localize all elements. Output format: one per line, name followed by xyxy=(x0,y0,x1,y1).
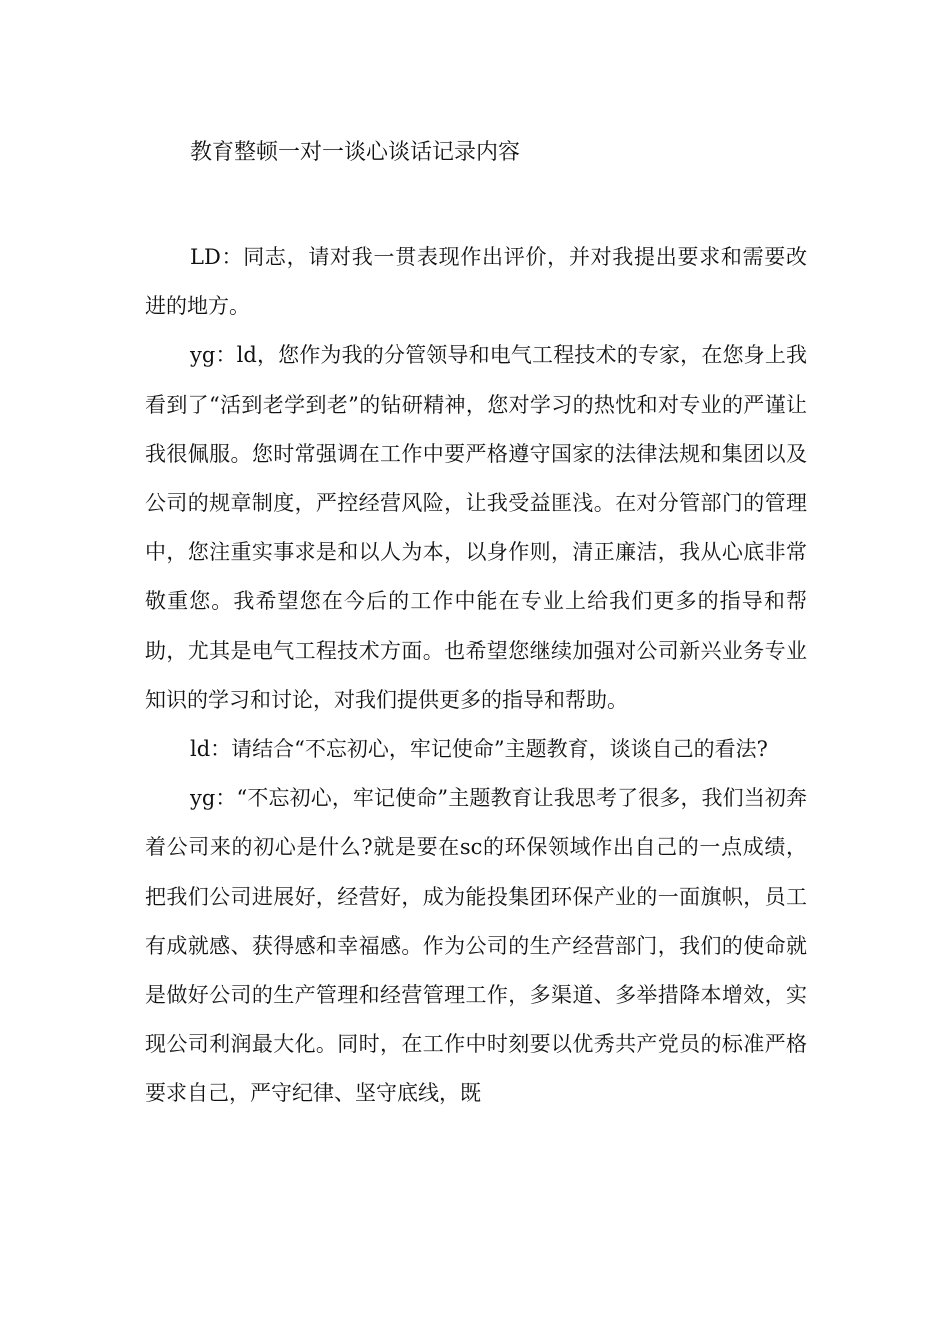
paragraph-ld-question-1: LD：同志，请对我一贯表现作出评价，并对我提出要求和需要改进的地方。 xyxy=(145,245,807,319)
paragraph-ld-question-2: ld：请结合“不忘初心，牢记使命”主题教育，谈谈自己的看法? xyxy=(190,737,768,762)
paragraph-yg-answer-2: yg：“不忘初心，牢记使命”主题教育让我思考了很多，我们当初奔着公司来的初心是什么?就是要在sc的环保领域作出自己的一点成绩，把我们公司进展好，经营好，成为能投集团环保产业的一面旗帜，员工有成就感、获得感和幸福感。作为公司的生产经营部门，我们的使命就是做好公司的生产管理和经营管理工作，多渠道、多举措降本增效，实现公司利润最大化。同时，在工作中时刻要以优秀共产党员的标准严格要求自己，严守纪律、坚守底线，既 xyxy=(145,786,807,1106)
paragraph-yg-answer-1: yg：ld，您作为我的分管领导和电气工程技术的专家，在您身上我看到了“活到老学到老”的钻研精神，您对学习的热忱和对专业的严谨让我很佩服。您时常强调在工作中要严格遵守国家的法律法规和集团以及公司的规章制度，严控经营风险，让我受益匪浅。在对分管部门的管理中，您注重实事求是和以人为本，以身作则，清正廉洁，我从心底非常敬重您。我希望您在今后的工作中能在专业上给我们更多的指导和帮助，尤其是电气工程技术方面。也希望您继续加强对公司新兴业务专业知识的学习和讨论，对我们提供更多的指导和帮助。 xyxy=(145,343,807,712)
document-body xyxy=(145,233,807,1119)
document-title: 教育整顿一对一谈心谈话记录内容 xyxy=(190,140,521,165)
